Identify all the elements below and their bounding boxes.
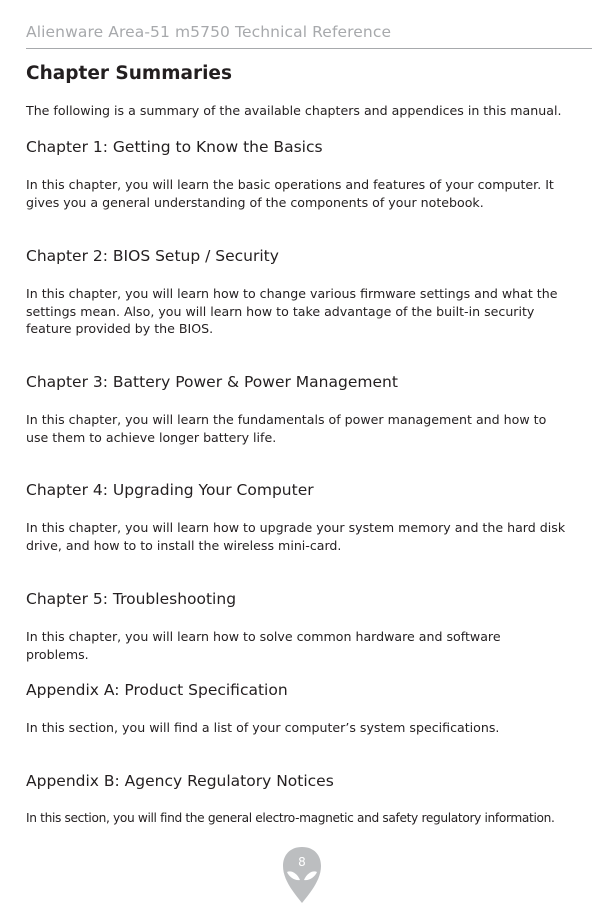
section-heading-chapter-5: Chapter 5: Troubleshooting	[26, 590, 237, 608]
section-body-chapter-5: In this chapter, you will learn how to solve common hardware and software problems.	[26, 629, 501, 662]
page-number: 8	[298, 855, 306, 869]
section-body-appendix-a: In this section, you will find a list of your computer’s system specifications.	[26, 720, 500, 735]
section-heading-appendix-a: Appendix A: Product Specification	[26, 681, 288, 699]
section-body-appendix-b: In this section, you will find the general electro-magnetic and safety regulatory information.	[26, 811, 555, 825]
page-title: Chapter Summaries	[26, 63, 232, 84]
section-body-chapter-3: In this chapter, you will learn the fundamentals of power management and how to use them to achieve longer battery life.	[26, 412, 547, 445]
running-header: Alienware Area-51 m5750 Technical Reference	[26, 23, 392, 41]
section-body-chapter-4: In this chapter, you will learn how to upgrade your system memory and the hard disk drive, and how to to install the wireless mini-card.	[26, 520, 566, 553]
header-divider	[26, 48, 592, 49]
section-body-chapter-2: In this chapter, you will learn how to change various firmware settings and what the settings mean. Also, you will learn how to take advantage of the built-in security feature provided by the BIOS.	[26, 286, 558, 336]
section-heading-chapter-3: Chapter 3: Battery Power & Power Management	[26, 373, 398, 391]
section-heading-chapter-1: Chapter 1: Getting to Know the Basics	[26, 138, 323, 156]
section-heading-chapter-2: Chapter 2: BIOS Setup / Security	[26, 247, 279, 265]
section-heading-chapter-4: Chapter 4: Upgrading Your Computer	[26, 481, 314, 499]
intro-paragraph: The following is a summary of the available chapters and appendices in this manual.	[26, 103, 562, 118]
section-body-chapter-1: In this chapter, you will learn the basic operations and features of your computer. It gives you a general understanding of the components of your notebook.	[26, 177, 554, 210]
section-heading-appendix-b: Appendix B: Agency Regulatory Notices	[26, 772, 334, 790]
